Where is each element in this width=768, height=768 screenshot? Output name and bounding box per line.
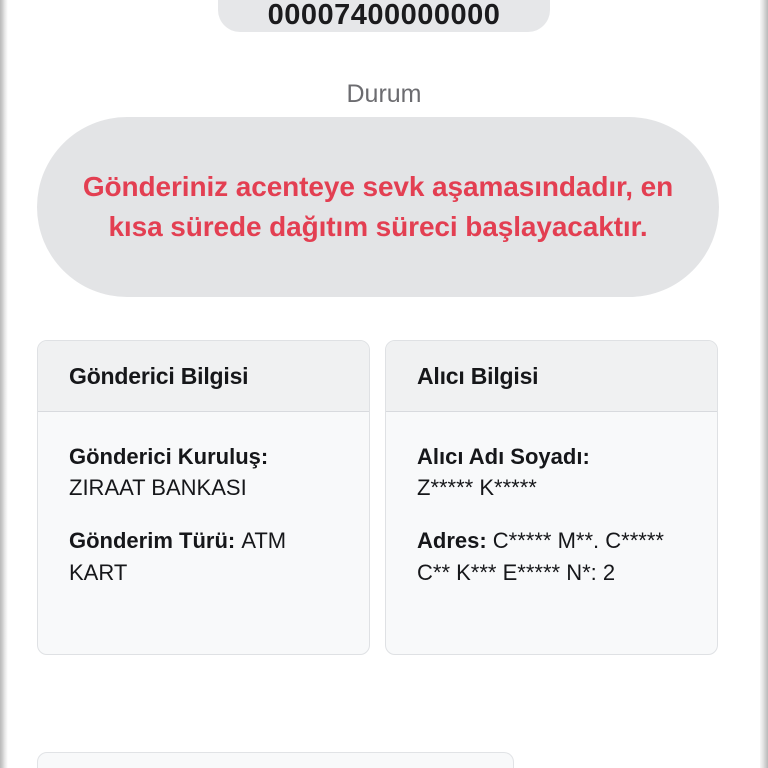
recipient-name-field — [417, 441, 689, 503]
sender-card-body — [38, 412, 369, 654]
tracking-number-pill[interactable] — [218, 0, 550, 32]
sender-shipment-type-label: Gönderim Türü: — [69, 528, 242, 554]
shipment-tracking-page — [8, 0, 760, 768]
sender-card-title: Gönderici Bilgisi — [69, 363, 249, 389]
recipient-address-value: C***** M**. C***** C** K*** E***** N*: 2 — [417, 528, 664, 585]
status-message-text: Gönderiniz acenteye sevk aşamasındadır, en kısa sürede dağıtım süreci başlayacaktır. — [82, 171, 674, 242]
recipient-info-card — [385, 340, 718, 655]
recipient-card-title: Alıcı Bilgisi — [417, 363, 539, 389]
sender-card-header — [38, 341, 369, 412]
next-info-card-clipped — [37, 752, 514, 768]
sender-info-card — [37, 340, 370, 655]
sender-shipment-type-field — [69, 525, 341, 587]
sender-shipment-type-value: ATM KART — [69, 528, 287, 585]
recipient-name-value: Z***** K***** — [417, 475, 537, 501]
status-message-pill — [37, 117, 719, 297]
recipient-name-label: Alıcı Adı Soyadı: — [417, 444, 590, 469]
recipient-card-body — [386, 412, 717, 654]
viewport-right-edge — [760, 0, 768, 768]
recipient-address-field — [417, 525, 689, 587]
sender-institution-value: ZIRAAT BANKASI — [69, 475, 247, 501]
status-section-label: Durum — [346, 80, 422, 108]
info-cards-row — [37, 340, 719, 655]
recipient-card-header — [386, 341, 717, 412]
sender-institution-field — [69, 441, 341, 503]
tracking-number-value: 00007400000000 — [267, 0, 501, 31]
sender-institution-label: Gönderici Kuruluş: — [69, 444, 269, 469]
viewport-left-edge — [0, 0, 8, 768]
recipient-address-label: Adres: — [417, 528, 493, 554]
